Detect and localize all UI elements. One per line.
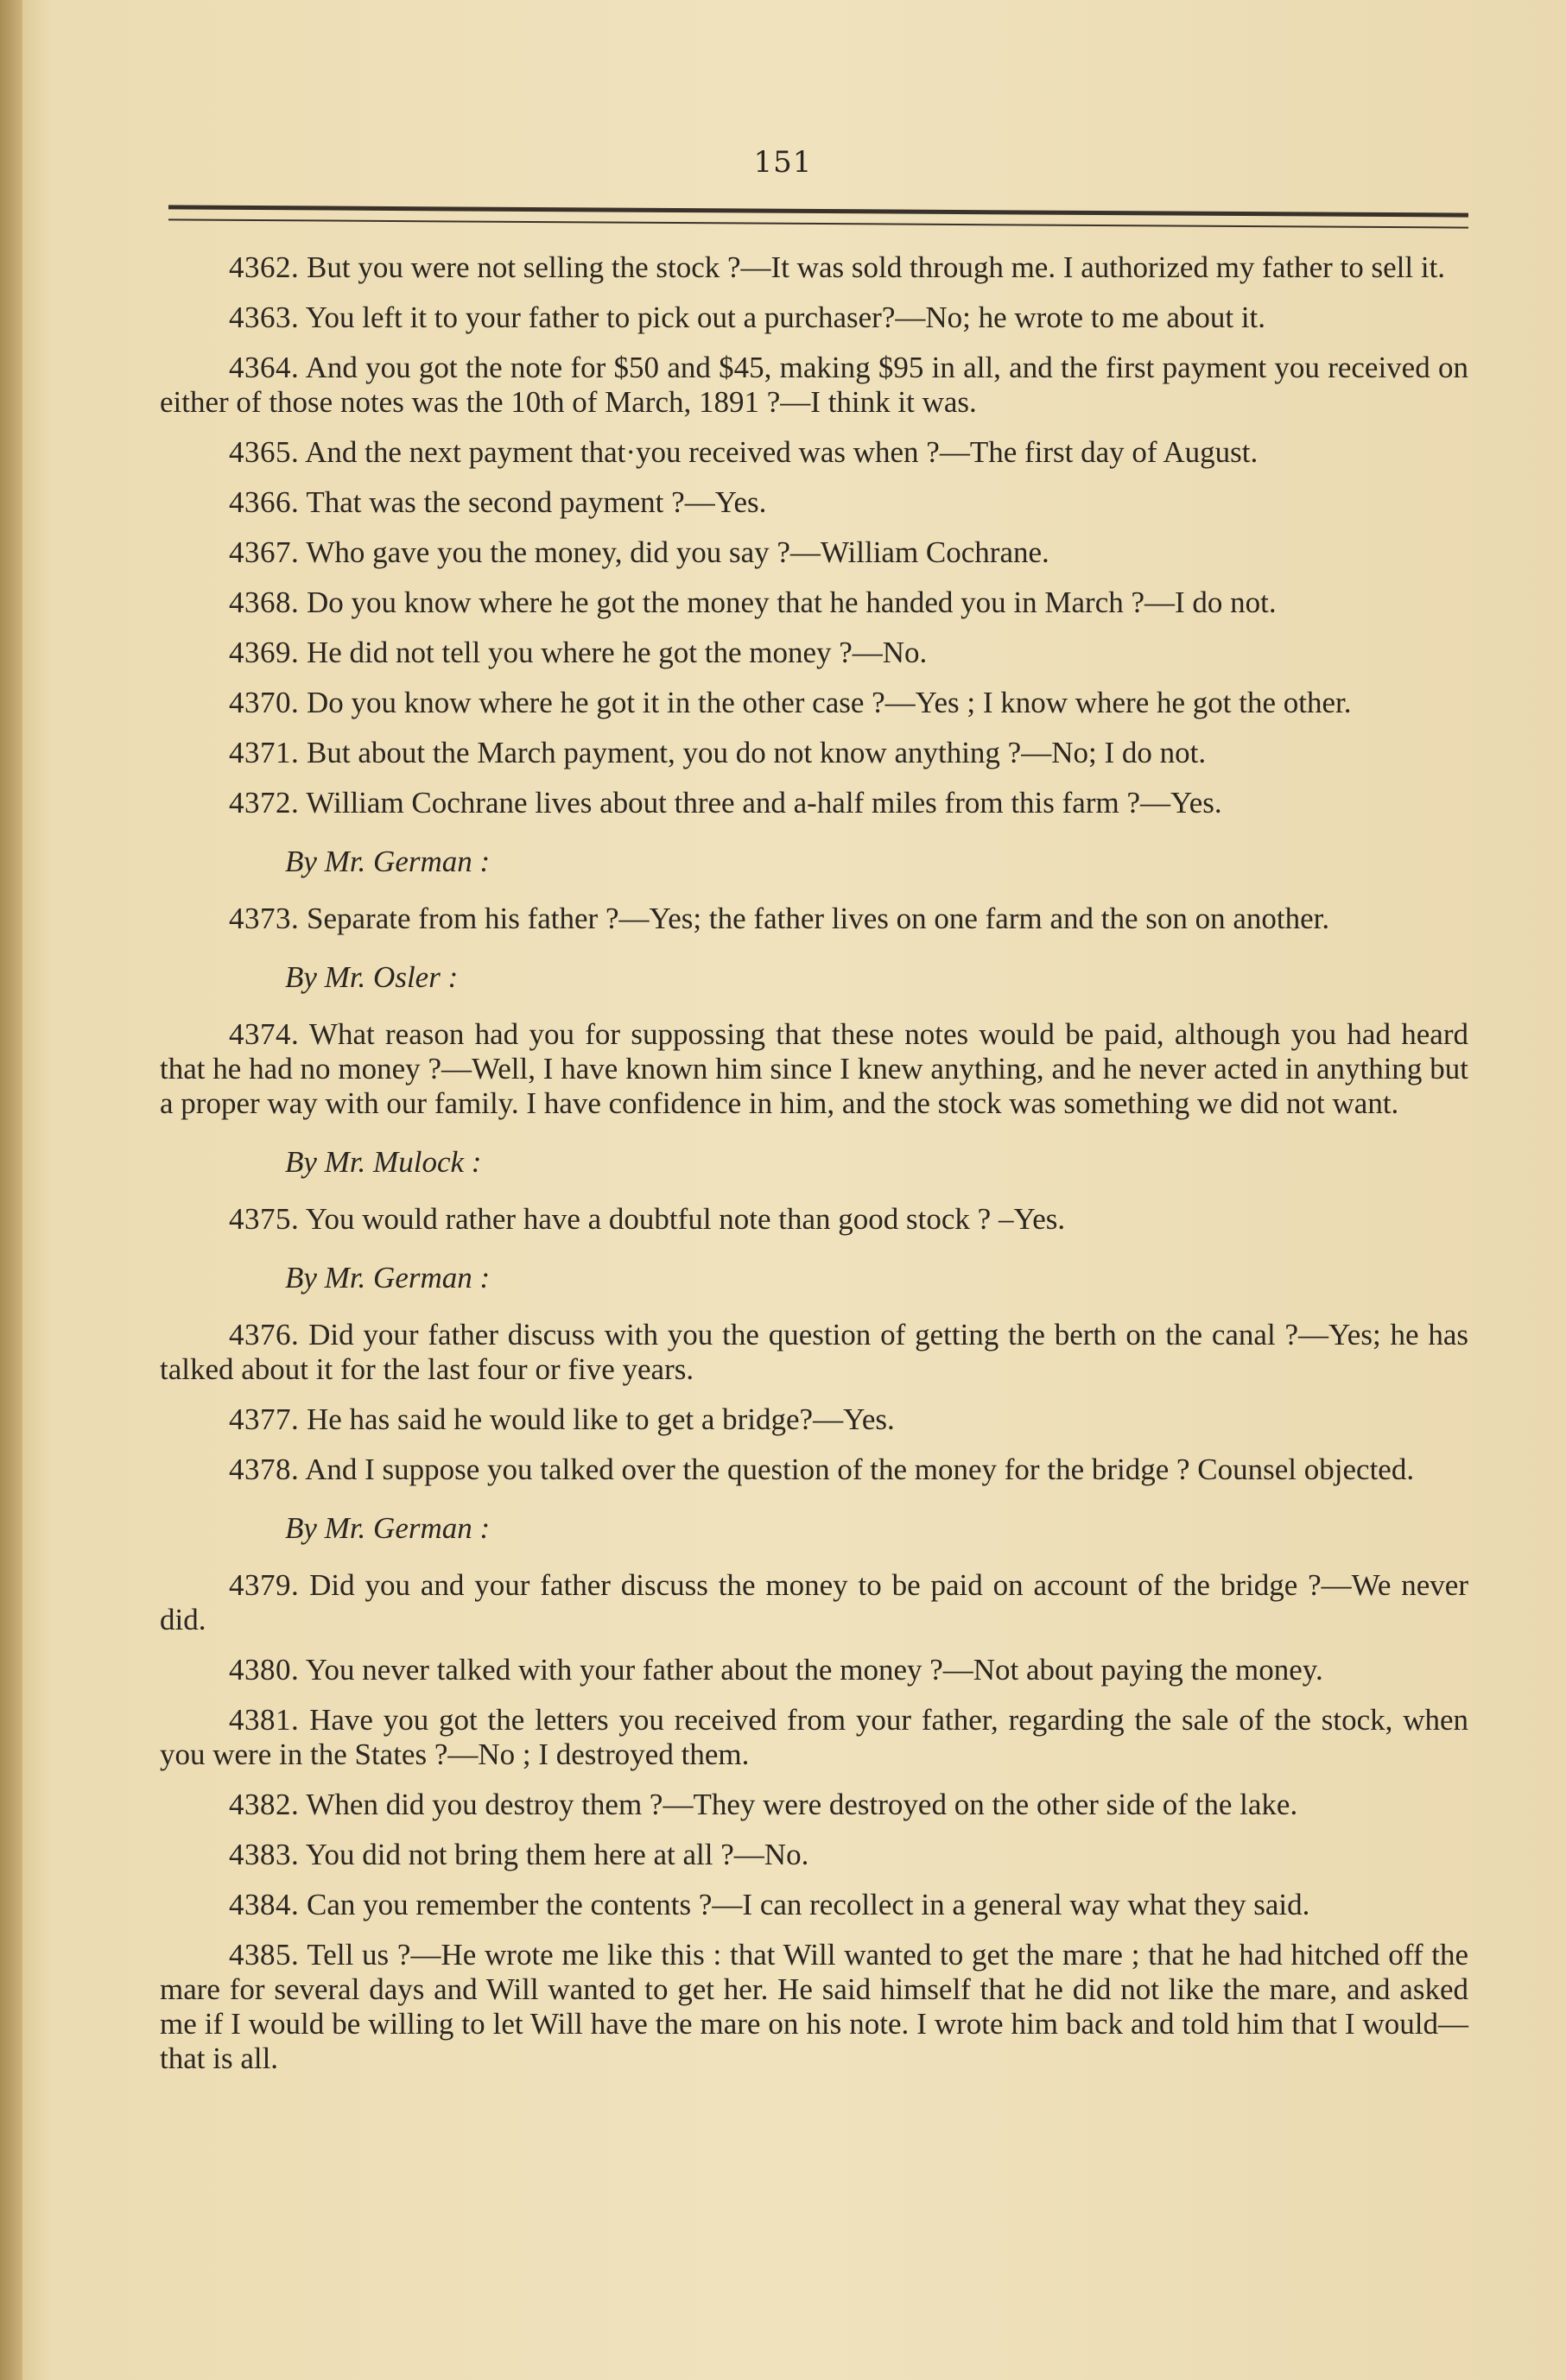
- question-text: Can you remember the contents ?—I can recollect in a general way what they said.: [307, 1888, 1310, 1921]
- question-number: 4370.: [229, 686, 300, 719]
- question-text: William Cochrane lives about three and a-half miles from this farm ?—Yes.: [306, 786, 1222, 820]
- question-text: Do you know where he got the money that he handed you in March ?—I do not.: [307, 586, 1277, 619]
- question-number: 4365.: [229, 435, 300, 469]
- question-text: Who gave you the money, did you say ?—William Cochrane.: [306, 535, 1049, 569]
- speaker-heading: By Mr. German :: [285, 1261, 491, 1294]
- question-number: 4372.: [229, 786, 300, 820]
- question-entry: [160, 351, 1468, 420]
- question-entry: [160, 1202, 1468, 1237]
- question-number: 4362.: [229, 250, 300, 284]
- question-entry: [160, 1653, 1468, 1687]
- speaker-heading: By Mr. German :: [285, 1511, 491, 1545]
- question-number: 4374.: [229, 1017, 300, 1051]
- speaker-heading: By Mr. Osler :: [285, 960, 459, 994]
- question-number: 4382.: [229, 1788, 300, 1821]
- question-number: 4369.: [229, 636, 300, 669]
- header-rule-thick: [168, 205, 1468, 217]
- question-text: You did not bring them here at all ?—No.: [305, 1838, 809, 1871]
- question-number: 4363.: [229, 301, 300, 334]
- question-entry: [160, 1788, 1468, 1822]
- question-entry: [160, 1318, 1468, 1387]
- question-entry: [160, 250, 1468, 285]
- question-text: You would rather have a doubtful note than good stock ? –Yes.: [305, 1202, 1066, 1236]
- question-number: 4385.: [229, 1938, 300, 1972]
- question-text: Tell us ?—He wrote me like this : that Will wanted to get the mare ; that he had hitched off the mare for several days and Will wanted to get her. He said himself that he did not like the mare, and asked me if I would be willing to let Will have the mare on his note. I wrote him back and told him that I would—that is all.: [160, 1938, 1468, 2075]
- question-text: When did you destroy them ?—They were destroyed on the other side of the lake.: [306, 1788, 1298, 1821]
- question-number: 4373.: [229, 902, 300, 935]
- question-entry: [160, 1888, 1468, 1922]
- question-entry: [160, 902, 1468, 936]
- question-entry: [160, 1838, 1468, 1872]
- header-rule-thin: [168, 218, 1468, 228]
- question-number: 4366.: [229, 485, 300, 519]
- question-entry: [160, 1938, 1468, 2076]
- question-text: Did you and your father discuss the money to be paid on account of the bridge ?—We never did.: [160, 1568, 1468, 1636]
- speaker-heading: By Mr. Mulock :: [285, 1145, 482, 1179]
- question-number: 4379.: [229, 1568, 300, 1602]
- question-number: 4380.: [229, 1653, 300, 1687]
- question-entry: [160, 686, 1468, 720]
- question-text: Did your father discuss with you the question of getting the berth on the canal ?—Yes; he has talked about it for the last four or five years.: [160, 1318, 1469, 1386]
- question-text: But about the March payment, you do not know anything ?—No; I do not.: [307, 736, 1207, 769]
- question-entry: [160, 586, 1468, 620]
- question-text: You left it to your father to pick out a purchaser?—No; he wrote to me about it.: [305, 301, 1266, 334]
- question-entry: [160, 736, 1468, 770]
- page-number: 151: [753, 145, 813, 180]
- question-text: That was the second payment ?—Yes.: [306, 485, 767, 519]
- question-text: Do you know where he got it in the other case ?—Yes ; I know where he got the other.: [307, 686, 1352, 719]
- question-entry: [160, 1017, 1468, 1121]
- question-text: He has said he would like to get a bridge?—Yes.: [307, 1402, 895, 1436]
- question-number: 4364.: [229, 351, 300, 384]
- question-number: 4377.: [229, 1402, 300, 1436]
- question-number: 4371.: [229, 736, 300, 769]
- question-number: 4381.: [229, 1703, 300, 1737]
- question-entry: [160, 1402, 1468, 1437]
- question-text: And I suppose you talked over the question of the money for the bridge ? Counsel objected.: [305, 1453, 1415, 1486]
- question-number: 4384.: [229, 1888, 300, 1921]
- question-text: But you were not selling the stock ?—It was sold through me. I authorized my father to sell it.: [307, 250, 1446, 284]
- question-entry: [160, 435, 1468, 470]
- question-text: He did not tell you where he got the money ?—No.: [307, 636, 928, 669]
- transcript-body: [160, 250, 1468, 2092]
- question-entry: [160, 786, 1468, 820]
- book-spine-edge: [0, 0, 22, 2380]
- question-number: 4378.: [229, 1453, 300, 1486]
- question-text: What reason had you for suppossing that these notes would be paid, although you had heard that he had no money ?—Well, I have known him since I knew anything, and he never acted in anything but a proper way with our family. I have confidence in him, and the stock was something we did not want.: [160, 1017, 1468, 1120]
- question-entry: [160, 1453, 1468, 1487]
- question-number: 4376.: [229, 1318, 300, 1351]
- question-entry: [160, 1703, 1468, 1772]
- question-text: Have you got the letters you received from your father, regarding the sale of the stock, when you were in the States ?—No ; I destroyed them.: [160, 1703, 1469, 1771]
- speaker-heading: By Mr. German :: [285, 845, 491, 878]
- question-text: And you got the note for $50 and $45, making $95 in all, and the first payment you received on either of those notes was the 10th of March, 1891 ?—I think it was.: [160, 351, 1468, 419]
- question-number: 4383.: [229, 1838, 300, 1871]
- question-entry: [160, 535, 1468, 570]
- question-number: 4375.: [229, 1202, 300, 1236]
- question-entry: [160, 636, 1468, 670]
- question-text: Separate from his father ?—Yes; the father lives on one farm and the son on another.: [307, 902, 1330, 935]
- question-text: And the next payment that·you received was when ?—The first day of August.: [305, 435, 1259, 469]
- question-number: 4368.: [229, 586, 300, 619]
- question-number: 4367.: [229, 535, 300, 569]
- question-entry: [160, 1568, 1468, 1637]
- question-entry: [160, 301, 1468, 335]
- question-text: You never talked with your father about the money ?—Not about paying the money.: [305, 1653, 1323, 1687]
- question-entry: [160, 485, 1468, 520]
